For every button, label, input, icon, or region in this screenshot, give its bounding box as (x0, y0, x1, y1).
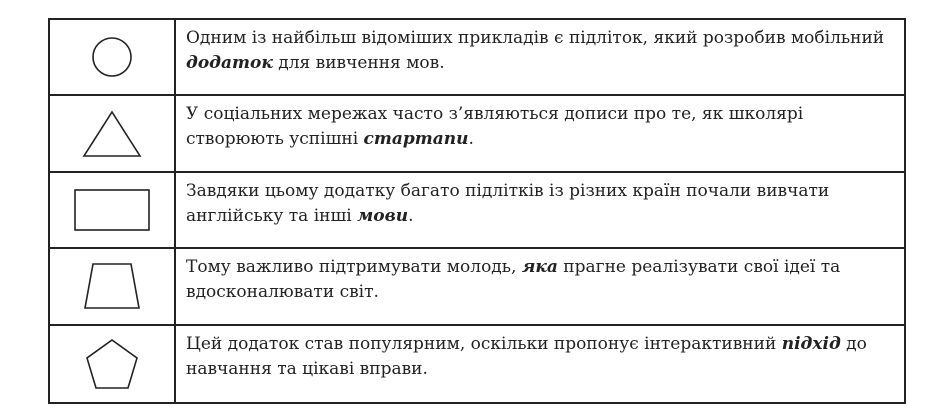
shape-cell-2 (50, 96, 176, 172)
sentence-4-text-before: Тому важливо підтримувати молодь, (186, 257, 522, 278)
trapezoid-icon (81, 261, 143, 311)
sentence-5 (176, 326, 904, 402)
sentence-2-text-after: . (468, 129, 474, 150)
sentence-2-emphasis: стартапи (363, 129, 469, 150)
sentence-1 (176, 20, 904, 96)
sentence-1-emphasis: додаток (186, 53, 273, 73)
sentence-table (48, 18, 906, 404)
pentagon-icon (83, 337, 141, 391)
shape-cell-5 (50, 326, 176, 402)
sentence-5-emphasis: підхід (781, 333, 841, 354)
triangle-icon (81, 109, 143, 159)
sentence-3 (176, 173, 904, 249)
sentence-3-text-after: . (408, 205, 414, 226)
shape-cell-3 (50, 173, 176, 249)
shape-cell-1 (50, 20, 176, 96)
circle-icon (90, 35, 134, 79)
sentence-3-emphasis: мови (357, 205, 409, 226)
sentence-2-text-before: У соціальних мережах часто з’являються дописи про те, як школярі створюють успішні (186, 104, 804, 150)
sentence-4-text-after: прагне реалізувати свої ідеї та вдосконалювати світ. (186, 257, 841, 303)
sentence-4-emphasis: яка (521, 257, 558, 278)
sentence-4 (176, 249, 904, 325)
sentence-3-text-before: Завдяки цьому додатку багато підлітків із різних країн почали вивчати англійську та інші (186, 180, 830, 226)
sentence-1-text-after: для вивчення мов. (272, 53, 445, 73)
sentence-1-text-before: Одним із найбільш відоміших прикладів є підліток, який розробив мобільний (186, 28, 885, 48)
sentence-2 (176, 96, 904, 172)
rectangle-icon (73, 187, 151, 233)
shape-cell-4 (50, 249, 176, 325)
sentence-5-text-before: Цей додаток став популярним, оскільки пропонує інтерактивний (186, 333, 782, 354)
sentence-5-text-after: до навчання та цікаві вправи. (186, 333, 867, 379)
